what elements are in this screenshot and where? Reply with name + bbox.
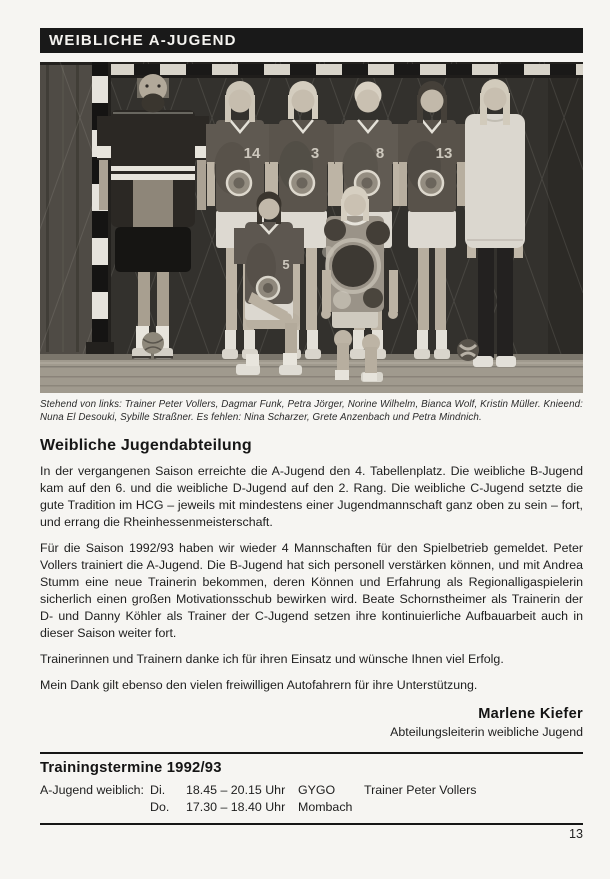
article [40,437,583,739]
article-paragraph: Für die Saison 1992/93 haben wir wieder 4 Mannschaften für den Spielbetrieb gemeldet. Peter Vollers trainiert die A-Jugend. Die B-Jugend hat sich personell verstärken können, und mit Andrea Stumm eine neue Trainerin bekommen, deren Können und Erfahrung als Regionalligaspielerin sicherlich einen großen Motivationsschub bewirken wird. Beate Schornstheimer als Trainerin der D- und Danny Köhler als Trainer der C-Jugend setzen ihre kontinuierliche Aufbauarbeit auch in dieser Saison weiter fort. [40,541,583,640]
training-day: Do. [150,800,170,814]
training-trainer [364,799,583,816]
training-time: 18.45 – 20.15 Uhr [186,783,286,797]
signature-role: Abteilungsleiterin weibliche Jugend [390,725,583,739]
training-trainer: Trainer Peter Vollers [364,783,477,797]
handball-icon [142,332,164,354]
training-row [40,782,583,799]
jersey-number: 3 [310,145,320,162]
signature-name: Marlene Kiefer [478,706,583,722]
section-title: WEIBLICHE A-JUGEND [49,32,237,49]
training-time: 17.30 – 18.40 Uhr [186,800,286,814]
article-paragraph: Trainerinnen und Trainern danke ich für ihren Einsatz und wünsche Ihnen viel Erfolg. [40,652,504,666]
jersey-number: 14 [243,145,261,162]
training-location: Mombach [298,800,353,814]
jersey-number: 8 [375,145,385,162]
training-location: GYGO [298,783,336,797]
team-photo [40,62,583,393]
team-photo-illustration [40,62,583,393]
training-row [40,799,583,816]
training-team [40,799,150,816]
jersey-number: 5 [282,257,290,272]
article-paragraph: In der vergangenen Saison erreichte die A-Jugend den 4. Tabellenplatz. Die weibliche B-Jugend kam auf den 6. und die weibliche D-Jugend auf den 2. Rang. Die weibliche C-Jugend setzte die gute Tradition im HCG – jeweils mit mindestens einer Jugendmannschaft ganz oben zu sein – fort, und errang die Rheinhessenmeisterschaft. [40,464,583,529]
training-schedule-section [40,752,583,825]
signature-block [40,706,583,739]
handball-icon [457,339,479,361]
page-number: 13 [568,827,583,841]
goal-crossbar [108,64,583,78]
article-heading: Weibliche Jugendabteilung [40,437,252,454]
photo-caption: Stehend von links: Trainer Peter Vollers, Dagmar Funk, Petra Jörger, Norine Wilhelm, Bianca Wolf, Kristin Müller. Knieend: Nuna El Desouki, Sybille Straßner. Es fehlen: Nina Scharzer, Grete Anzenbach und Petra Mindnich. [40,399,583,423]
training-day: Di. [150,783,166,797]
section-header-bar [40,28,583,53]
article-paragraph: Mein Dank gilt ebenso den vielen freiwilligen Autofahrern für ihre Unterstützung. [40,678,478,692]
training-heading: Trainingstermine 1992/93 [40,760,222,776]
jersey-number: 13 [435,145,453,162]
training-team: A-Jugend weiblich: [40,783,145,797]
